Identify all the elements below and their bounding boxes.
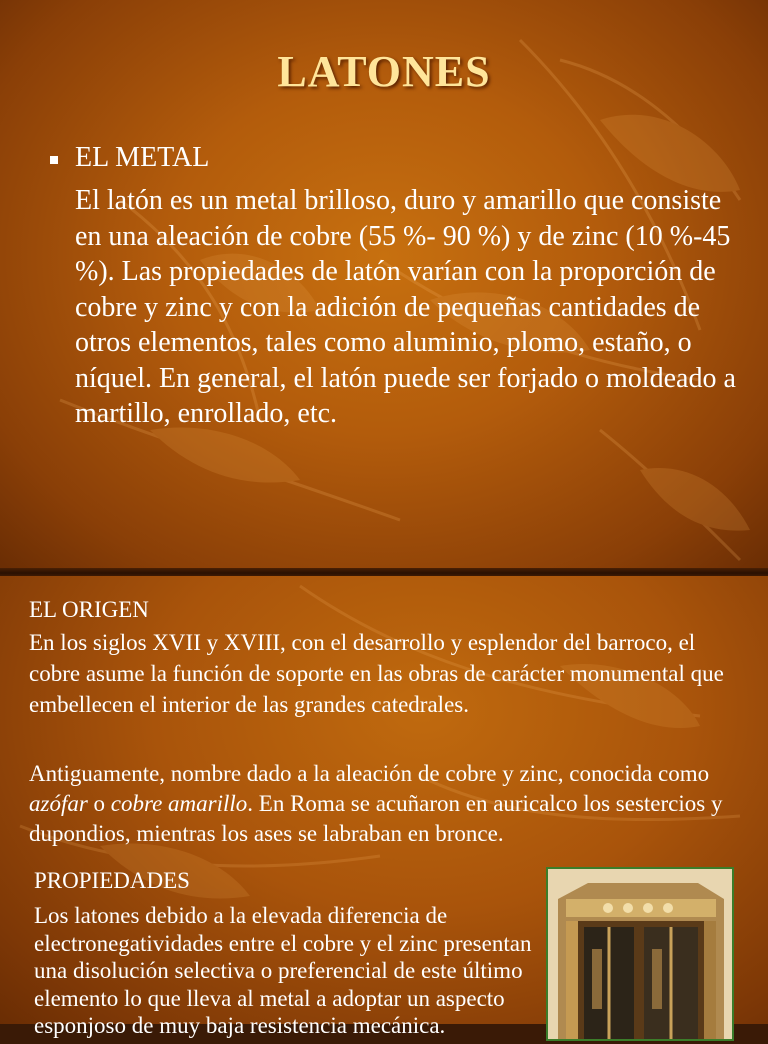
properties-heading: PROPIEDADES <box>34 868 190 893</box>
history-text <box>29 759 759 849</box>
history-suffix: . En Roma se acuñaron en auricalco los sestercios y dupondios, mientras los ases se labraban en bronce. <box>29 791 723 846</box>
bullet-heading: EL METAL <box>75 142 210 173</box>
brass-elevator-photo <box>546 867 734 1041</box>
slide-origen-propiedades <box>0 576 768 1038</box>
origin-heading: EL ORIGEN <box>29 597 149 622</box>
origin-text: En los siglos XVII y XVIII, con el desarrollo y esplendor del barroco, el cobre asume la función de soporte en las obras de carácter monumental que embellecen el interior de las grandes catedrales. <box>29 630 724 717</box>
square-bullet-icon <box>50 156 58 164</box>
term-azofar: azófar <box>29 791 88 816</box>
slide-title: LATONES <box>277 47 491 96</box>
term-cobre-amarillo: cobre amarillo <box>110 791 248 816</box>
properties-text: Los latones debido a la elevada diferencia de electronegatividades entre el cobre y el zinc presentan una disolución selectiva o preferencial de este último elemento lo que lleva al metal a adoptar un aspecto esponjoso de muy baja resistencia mecánica. <box>34 903 532 1038</box>
metal-description: El latón es un metal brilloso, duro y amarillo que consiste en una aleación de cobre (55 %- 90 %) y de zinc (10 %-45 %). Las propiedades de latón varían con la proporción de cobre y zinc y con la adición de pequeñas cantidades de otros elementos, tales como aluminio, plomo, estaño, o níquel. En general, el latón puede ser forjado o moldeado a martillo, enrollado, etc. <box>75 185 736 429</box>
brass-elevator-image-icon <box>548 869 732 1039</box>
history-mid: o <box>87 791 111 816</box>
history-prefix: Antiguamente, nombre dado a la aleación de cobre y zinc, conocida como <box>29 761 710 786</box>
